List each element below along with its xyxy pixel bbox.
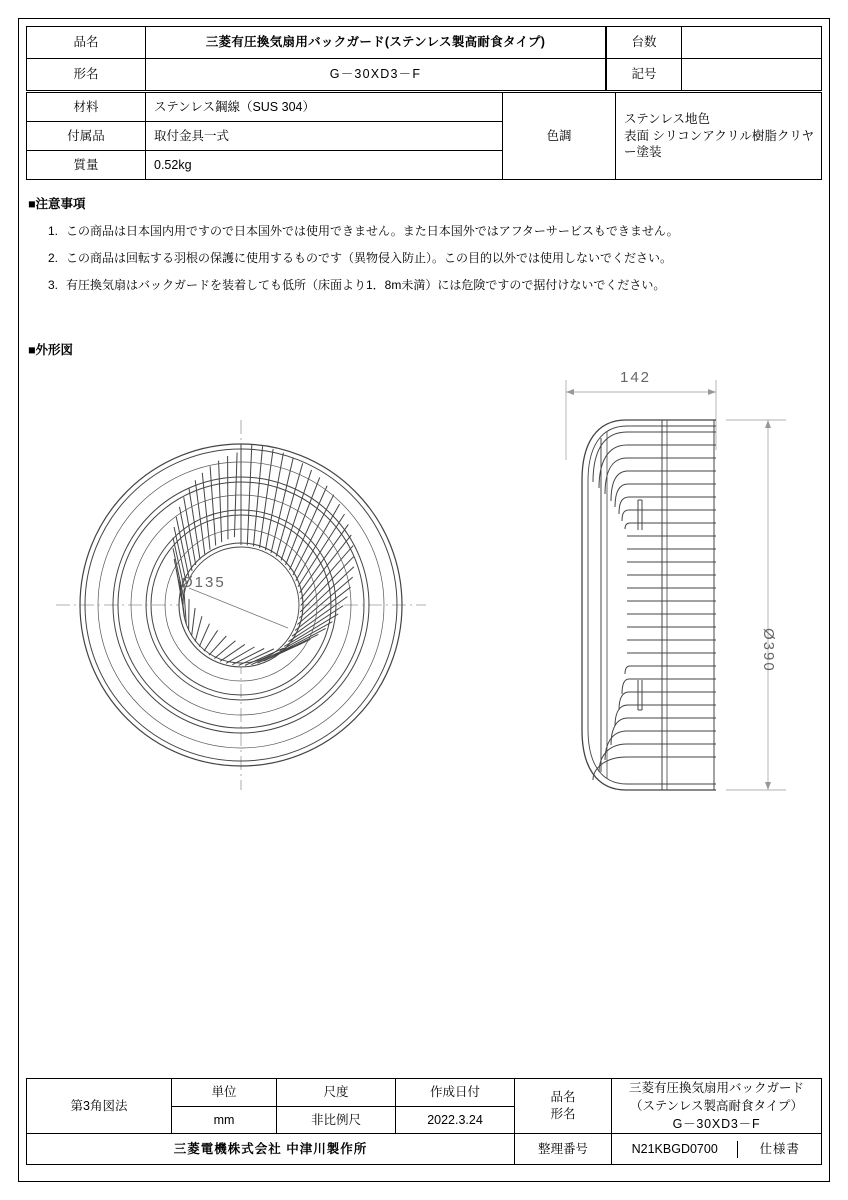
note-number: 3.	[47, 278, 58, 292]
front-view	[56, 420, 426, 790]
outline-drawing	[26, 360, 822, 1060]
footer-product-info	[612, 1079, 822, 1134]
footer-doc-number-cell	[612, 1134, 822, 1165]
header-value-quantity	[682, 27, 822, 59]
footer-projection-method: 第3角図法	[27, 1079, 172, 1134]
footer-value-unit: mm	[172, 1106, 277, 1134]
spec-value-accessory: 取付金具一式	[146, 122, 503, 151]
header-row-symbol	[607, 59, 822, 91]
footer-label-model: 形名	[550, 1107, 576, 1122]
spec-value-color-tone-line1: ステンレス地色	[624, 111, 710, 126]
drawing-title: ■外形図	[28, 343, 74, 357]
footer-row-headers	[27, 1079, 822, 1107]
spec-value-mass: 0.52kg	[146, 151, 503, 180]
footer-row-company	[27, 1134, 822, 1165]
notes-block	[28, 194, 808, 303]
spec-value-color-tone-line2: 表面 シリコンアクリル樹脂クリヤー塗装	[624, 128, 815, 160]
spec-label-mass: 質量	[27, 151, 146, 180]
footer-product-name-line2: （ステンレス製高耐食タイプ）	[630, 1099, 803, 1114]
spec-label-material: 材料	[27, 93, 146, 122]
footer-header-scale: 尺度	[277, 1079, 396, 1107]
note-item	[28, 222, 808, 240]
dim-outer-diameter-label: Ø390	[760, 628, 777, 673]
header-block	[26, 26, 822, 91]
header-row-model	[27, 59, 606, 91]
footer-block	[26, 1078, 822, 1165]
footer-company: 三菱電機株式会社 中津川製作所	[27, 1134, 515, 1165]
header-value-product-name: 三菱有圧換気扇用バックガード(ステンレス製高耐食タイプ)	[146, 27, 606, 59]
note-number: 1.	[47, 224, 58, 238]
footer-value-scale: 非比例尺	[277, 1106, 396, 1134]
note-text: この商品は回転する羽根の保護に使用するものです（異物侵入防止）。この目的以外では使用しないでください。	[66, 251, 673, 265]
spec-value-material: ステンレス鋼線（SUS 304）	[146, 93, 503, 122]
footer-sheet-label: 仕様書	[759, 1141, 800, 1156]
spec-label-accessory: 付属品	[27, 122, 146, 151]
footer-product-model: G－30XD3－F	[672, 1117, 761, 1132]
spec-block	[26, 92, 822, 180]
note-item	[28, 276, 808, 294]
note-item	[28, 249, 808, 267]
footer-value-date: 2022.3.24	[396, 1106, 515, 1134]
side-view	[566, 369, 786, 790]
header-label-symbol: 記号	[607, 59, 682, 91]
footer-product-name-line1: 三菱有圧換気扇用バックガード	[628, 1081, 804, 1095]
note-text: 有圧換気扇はバックガードを装着しても低所（床面より1．8m未満）には危険ですので据付けないでください。	[66, 278, 666, 292]
header-value-model: G－30XD3－F	[146, 59, 606, 91]
spec-value-color-tone	[616, 93, 822, 180]
drawing-area	[26, 360, 822, 1060]
footer-header-date: 作成日付	[396, 1079, 515, 1107]
note-text: この商品は日本国内用ですので日本国外では使用できません。また日本国外ではアフターサービスもできません。	[66, 224, 679, 238]
header-label-product-name: 品名	[27, 27, 146, 59]
footer-doc-label: 整理番号	[515, 1134, 612, 1165]
spec-label-color-tone: 色調	[503, 93, 616, 180]
footer-header-unit: 単位	[172, 1079, 277, 1107]
footer-doc-number: N21KBGD0700	[612, 1141, 738, 1158]
header-value-symbol	[682, 59, 822, 91]
note-number: 2.	[47, 251, 58, 265]
dim-inner-diameter-label: Ø135	[181, 574, 226, 591]
dim-width-label: 142	[620, 369, 652, 386]
footer-label-product-name: 品名	[550, 1090, 576, 1105]
spec-row-material	[27, 93, 822, 122]
footer-label-name-model	[515, 1079, 612, 1134]
header-row-product-name	[27, 27, 606, 59]
notes-title: ■注意事項	[28, 197, 86, 211]
header-label-model: 形名	[27, 59, 146, 91]
header-label-quantity: 台数	[607, 27, 682, 59]
header-row-quantity	[607, 27, 822, 59]
